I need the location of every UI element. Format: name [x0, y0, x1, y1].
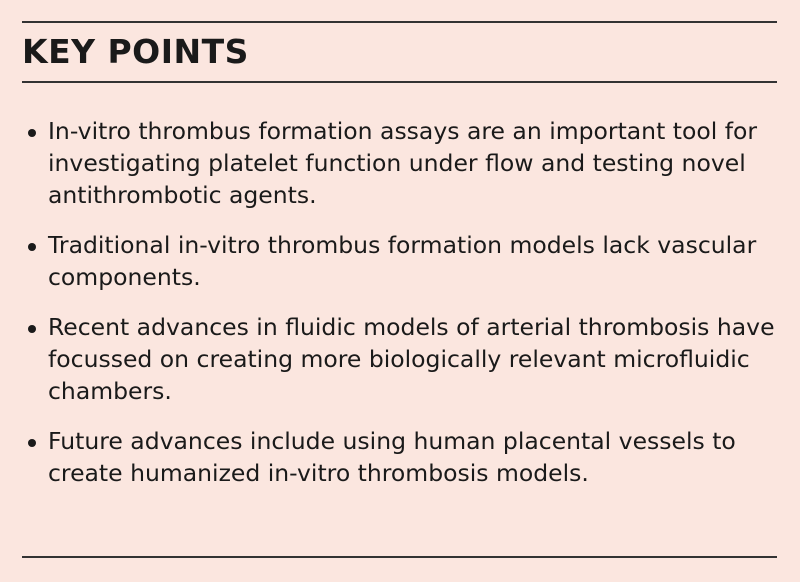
key-point-item	[22, 229, 782, 293]
bullet-icon	[28, 129, 36, 137]
bullet-icon	[28, 325, 36, 333]
bullet-icon	[28, 243, 36, 251]
top-rule	[22, 21, 777, 23]
key-point-text: In-vitro thrombus formation assays are an important tool for investigating platelet function under flow and testing novel antithrombotic agents.	[48, 117, 758, 209]
key-point-item	[22, 115, 782, 211]
key-point-text: Traditional in-vitro thrombus formation models lack vascular components.	[48, 231, 757, 291]
key-points-heading: KEY POINTS	[22, 32, 249, 71]
key-point-text: Recent advances in fluidic models of arterial thrombosis have focussed on creating more biologically relevant microfluidic chambers.	[48, 313, 775, 405]
key-points-list	[22, 115, 782, 507]
bullet-icon	[28, 439, 36, 447]
key-point-item	[22, 425, 782, 489]
heading-rule	[22, 81, 777, 83]
key-point-text: Future advances include using human placental vessels to create humanized in-vitro thrombosis models.	[48, 427, 736, 487]
bottom-rule	[22, 556, 777, 558]
key-point-item	[22, 311, 782, 407]
